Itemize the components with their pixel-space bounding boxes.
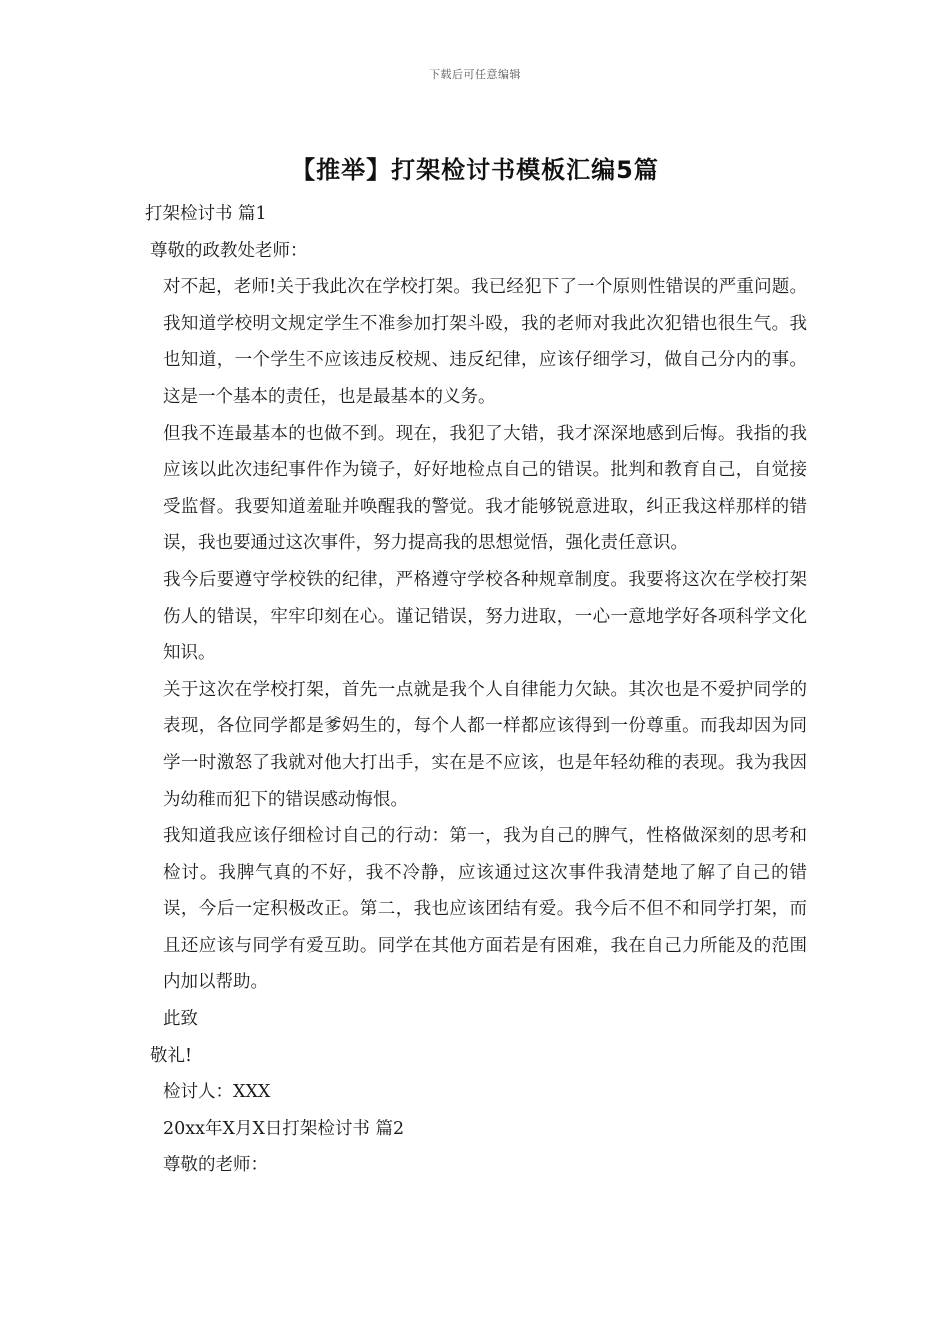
document-title: 【推举】打架检讨书模板汇编5篇 — [291, 156, 659, 184]
salutation: 尊敬的政教处老师： — [150, 240, 308, 261]
body-paragraph: 对不起，老师!关于我此次在学校打架。我已经犯下了一个原则性错误的严重问题。我知道学校明文规定学生不准参加打架斗殴，我的老师对我此次犯错也很生气。我也知道，一个学生不应该违反校规、违反纪律，应该仔细学习，做自己分内的事。这是一个基本的责任，也是最基本的义务。 — [163, 277, 807, 407]
salutation: 尊敬的老师： — [163, 1155, 268, 1176]
document-body — [145, 196, 807, 1184]
signer-line: 检讨人：XXX — [163, 1082, 271, 1103]
body-paragraph: 关于这次在学校打架，首先一点就是我个人自律能力欠缺。其次也是不爱护同学的表现，各位同学都是爹妈生的，每个人都一样都应该得到一份尊重。而我却因为同学一时激怒了我就对他大打出手，实在是不应该，也是年轻幼稚的表现。我为我因为幼稚而犯下的错误感动悔恨。 — [163, 679, 807, 810]
body-paragraph: 我知道我应该仔细检讨自己的行动：第一，我为自己的脾气，性格做深刻的思考和检讨。我脾气真的不好，我不冷静，应该通过这次事件我清楚地了解了自己的错误，今后一定积极改正。第二，我也应该团结有爱。我今后不但不和同学打架，而且还应该与同学有爱互助。同学在其他方面若是有困难，我在自己力所能及的范围内加以帮助。 — [163, 826, 807, 993]
section-heading: 打架检讨书 篇1 — [145, 204, 267, 224]
body-paragraph: 但我不连最基本的也做不到。现在，我犯了大错，我才深深地感到后悔。我指的我应该以此次违纪事件作为镜子，好好地检点自己的错误。批判和教育自己，自觉接受监督。我要知道羞耻并唤醒我的警觉。我才能够锐意进取，纠正我这样那样的错误，我也要通过这次事件，努力提高我的思想觉悟，强化责任意识。 — [163, 423, 807, 554]
closing-greeting: 敬礼! — [150, 1045, 193, 1066]
header-note: 下载后可任意编辑 — [429, 68, 521, 81]
date-and-section-heading: 20xx年X月X日打架检讨书 篇2 — [163, 1118, 405, 1139]
body-paragraph: 我今后要遵守学校铁的纪律，严格遵守学校各种规章制度。我要将这次在学校打架伤人的错误，牢牢印刻在心。谨记错误，努力进取，一心一意地学好各项科学文化知识。 — [163, 569, 807, 664]
closing-line: 此致 — [163, 1009, 198, 1030]
